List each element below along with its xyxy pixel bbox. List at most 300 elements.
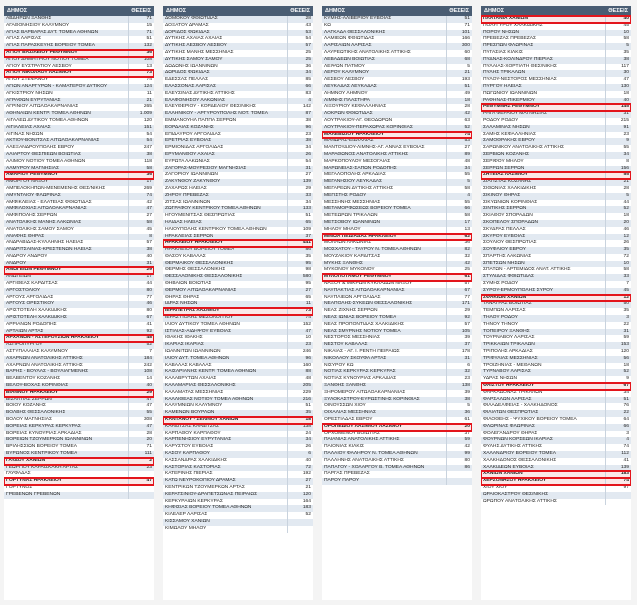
positions-count: 23 bbox=[605, 132, 629, 139]
table-row bbox=[322, 152, 472, 159]
positions-count bbox=[128, 485, 152, 492]
positions-count: 28 bbox=[446, 104, 470, 111]
table-row bbox=[163, 220, 313, 227]
positions-count: 31 bbox=[605, 111, 629, 118]
positions-count: 41 bbox=[605, 458, 629, 465]
table-row bbox=[322, 478, 472, 485]
table-row bbox=[4, 410, 154, 417]
table-row bbox=[4, 57, 154, 64]
table-row bbox=[322, 77, 472, 84]
municipality-name: ΛΑΓΚΑΔΑ ΘΕΣΣΑΛΟΝΙΚΗΣ bbox=[324, 29, 386, 35]
municipality-name: ΘΕΡΜΗΣ ΘΕΣΣΑΛΟΝΙΚΗΣ bbox=[165, 267, 226, 273]
municipality-name: ΣΕΡΙΦΟΥ ΜΗΛΟΥ bbox=[483, 158, 524, 164]
positions-count: 32 bbox=[446, 254, 470, 261]
positions-count: 17 bbox=[446, 220, 470, 227]
municipality-name: ΑΜΦΙΚΛΕΙΑΣ - ΕΛΑΤΕΙΑΣ ΦΘΙΩΤΙΔΑΣ bbox=[6, 199, 92, 205]
table-row bbox=[322, 166, 472, 173]
municipality-name: ΑΝΔΡΟΥ ΑΝΔΡΟΥ bbox=[6, 253, 48, 259]
table-row bbox=[163, 437, 313, 444]
table-row bbox=[322, 417, 472, 424]
table-row bbox=[4, 111, 154, 118]
positions-count: 52 bbox=[605, 206, 629, 213]
table-row bbox=[163, 57, 313, 64]
positions-count: 68 bbox=[446, 57, 470, 64]
positions-count: 44 bbox=[128, 281, 152, 288]
table-row bbox=[163, 356, 313, 363]
positions-count: 76 bbox=[605, 403, 629, 410]
highlighted-table-row bbox=[322, 132, 472, 139]
municipality-name: ΚΑΡΠΑΘΟΥ ΚΑΡΠΑΘΟΥ bbox=[165, 430, 221, 436]
municipality-name: ΝΕΑΣ ΠΡΟΠΟΝΤΙΔΑΣ ΧΑΛΚΙΔΙΚΗΣ bbox=[324, 321, 405, 327]
positions-count: 7 bbox=[605, 281, 629, 288]
municipality-name: ΚΗΦΙΣΙΑΣ ΒΟΡΕΙΟΥ ΤΟΜΕΑ ΑΘΗΝΩΝ bbox=[165, 505, 252, 511]
municipality-name: ΠΩΓΩΝΙΟΥ ΙΩΑΝΝΙΝΩΝ bbox=[483, 90, 538, 96]
municipality-name: ΚΑΙΣΑΡΙΑΝΗΣ ΚΕΝΤΡ. ΤΟΜΕΑ ΑΘΗΝΩΝ bbox=[165, 369, 257, 375]
table-row bbox=[4, 36, 154, 43]
municipality-name: ΤΟΠΕΙΡΟΥ ΞΑΝΘΗΣ bbox=[483, 328, 530, 334]
municipality-name: ΑΜΦΙΠΟΛΗΣ ΣΕΡΡΩΝ bbox=[6, 213, 58, 219]
municipality-name: ΚΑΛΑΜΑΤΑΣ ΜΕΣΣΗΝΙΑΣ bbox=[165, 389, 224, 395]
positions-count: 74 bbox=[128, 193, 152, 200]
positions-count: 71 bbox=[128, 444, 152, 451]
municipality-name: ΜΕΓΙΣΤΗΣ ΡΟΔΟΥ bbox=[324, 192, 367, 198]
positions-count: 7 bbox=[128, 349, 152, 356]
positions-count: 66 bbox=[287, 84, 311, 91]
municipality-name: ΖΑΧΑΡΩΣ ΗΛΕΙΑΣ bbox=[165, 185, 207, 191]
municipality-name: ΠΥΡΓΟΥ ΗΛΕΙΑΣ bbox=[483, 83, 522, 89]
table-row bbox=[481, 145, 631, 152]
municipality-name: ΣΑΜΟΘΡΑΚΗΣ ΕΒΡΟΥ bbox=[483, 138, 535, 144]
municipality-name: ΑΓΙΑΣ ΒΑΡΒΑΡΑΣ ΔΥΤ. ΤΟΜΕΑ ΑΘΗΝΩΝ bbox=[6, 29, 99, 35]
header-positions: ΘΕΣΕΙΣ bbox=[608, 8, 628, 14]
table-row bbox=[481, 397, 631, 404]
table-row bbox=[481, 254, 631, 261]
municipality-name: ΛΑΡΙΣΑΙΩΝ ΛΑΡΙΣΑΣ bbox=[324, 43, 372, 49]
table-row bbox=[481, 451, 631, 458]
municipality-name: ΔΩΡΙΔΟΣ ΦΩΚΙΔΑΣ bbox=[165, 70, 210, 76]
table-row bbox=[481, 206, 631, 213]
municipality-name: ΚΑΤΩ ΝΕΥΡΟΚΟΠΙΟΥ ΔΡΑΜΑΣ bbox=[165, 478, 236, 484]
municipality-name: ΣΤΥΛΙΔΑΣ ΦΘΙΩΤΙΔΑΣ bbox=[483, 274, 535, 280]
table-row bbox=[322, 471, 472, 478]
municipality-name: ΦΙΛΟΘΕΗΣ - ΨΥΧΙΚΟΥ ΒΟΡΕΙΟΥ ΤΟΜΕΑ bbox=[483, 417, 577, 423]
positions-count: 18 bbox=[605, 213, 629, 220]
municipality-name: ΠΥΛΑΙΑΣ-ΧΟΡΤΙΑΤΗ ΘΕΣ/ΝΙΚΗΣ bbox=[483, 63, 557, 69]
positions-count: 105 bbox=[446, 329, 470, 336]
table-row bbox=[163, 363, 313, 370]
table-row bbox=[481, 166, 631, 173]
positions-count: 86 bbox=[446, 465, 470, 472]
municipality-name: ΙΕΡΑΣ ΠΟΛΗΣ ΜΕΣΟΛΟΓΓΙΟΥ bbox=[165, 315, 234, 321]
positions-count: 5 bbox=[605, 43, 629, 50]
positions-count: 5 bbox=[446, 403, 470, 410]
table-row bbox=[4, 247, 154, 254]
municipality-name: ΑΓΙΑΣ ΠΑΡΑΣΚΕΥΗΣ ΒΟΡΕΙΟΥ ΤΟΜΕΑ bbox=[6, 43, 95, 49]
positions-count: 156 bbox=[605, 166, 629, 173]
positions-count: 171 bbox=[446, 301, 470, 308]
municipality-name: ΒΟΡΕΙΑΣ ΚΥΝΟΥΡΙΑΣ ΑΡΚΑΔΙΑΣ bbox=[6, 430, 82, 436]
municipality-name: ΛΑΥΡΕΩΤΙΚΗΣ ΑΝΑΤΟΛΙΚΗΣ ΑΤΤΙΚΗΣ bbox=[324, 49, 411, 55]
positions-count: 41 bbox=[128, 322, 152, 329]
positions-count: 71 bbox=[446, 23, 470, 30]
table-row bbox=[163, 91, 313, 98]
municipality-name: ΧΕΡΣΟΝΗΣΟΥ ΗΡΑΚΛΕΙΟΥ bbox=[483, 478, 547, 484]
table-row bbox=[4, 16, 154, 23]
municipality-name: ΛΕΙΨΩΝ ΠΑΤΜΟΥ bbox=[324, 63, 365, 69]
positions-count: 205 bbox=[287, 383, 311, 390]
municipality-name: ΑΧΑΡΝΩΝ ΑΝΑΤΟΛΙΚΗΣ ΑΤΤΙΚΗΣ bbox=[6, 355, 83, 361]
positions-count: 58 bbox=[128, 220, 152, 227]
table-row bbox=[163, 77, 313, 84]
positions-count: 26 bbox=[605, 240, 629, 247]
municipality-name: ΗΓΟΥΜΕΝΙΤΣΑΣ ΘΕΣΠΡΩΤΙΑΣ bbox=[165, 213, 236, 219]
positions-count bbox=[128, 471, 152, 478]
municipality-name: ΩΡΩΠΟΥ ΑΝΑΤΟΛΙΚΗΣ ΑΤΤΙΚΗΣ bbox=[483, 498, 557, 504]
table-row bbox=[322, 383, 472, 390]
municipality-name: ΑΜΥΝΤΑΙΟΥ ΦΛΩΡΙΝΑΣ bbox=[6, 192, 61, 198]
table-row bbox=[322, 342, 472, 349]
positions-count: 6 bbox=[287, 451, 311, 458]
positions-count: 34 bbox=[287, 145, 311, 152]
positions-count: 54 bbox=[287, 159, 311, 166]
positions-count: 28 bbox=[128, 431, 152, 438]
table-row bbox=[322, 390, 472, 397]
table-row bbox=[163, 213, 313, 220]
table-row bbox=[481, 70, 631, 77]
positions-count: 36 bbox=[446, 410, 470, 417]
table-row bbox=[163, 118, 313, 125]
municipality-name: ΖΩΓΡΑΦΟΥ ΚΕΝΤΡΙΚΟΥ ΤΟΜΕΑ ΑΘΗΝΩΝ bbox=[165, 206, 261, 212]
table-row bbox=[322, 444, 472, 451]
municipality-name: ΘΕΡΜΟΥ ΑΙΤΩΛΟΑΚΑΡΝΑΝΙΑΣ bbox=[165, 287, 237, 293]
positions-count: 51 bbox=[287, 213, 311, 220]
table-row bbox=[322, 410, 472, 417]
table-row bbox=[322, 465, 472, 472]
positions-count: 14 bbox=[128, 376, 152, 383]
highlighted-table-row bbox=[4, 267, 154, 274]
table-row bbox=[481, 335, 631, 342]
municipality-name: ΕΥΡΩΤΑ ΛΑΚΩΝΙΑΣ bbox=[165, 158, 210, 164]
municipality-name: ΙΚΑΡΙΑΣ ΙΚΑΡΙΑΣ bbox=[165, 342, 204, 348]
municipality-name: ΣΠΕΤΣΩΝ ΝΗΣΩΝ bbox=[483, 260, 525, 266]
positions-count: 53 bbox=[287, 30, 311, 37]
municipality-name: ΑΓΙΟΥ ΔΗΜΗΤΡΙΟΥ ΝΟΤΙΟΥ ΤΟΜΕΑ bbox=[6, 56, 89, 62]
table-row bbox=[481, 23, 631, 30]
municipality-name: ΜΕΓΑΡΕΩΝ ΔΥΤΙΚΗΣ ΑΤΤΙΚΗΣ bbox=[324, 185, 394, 191]
table-row bbox=[322, 64, 472, 71]
table-row bbox=[4, 193, 154, 200]
positions-count bbox=[446, 471, 470, 478]
column-header bbox=[322, 6, 472, 16]
table-row bbox=[481, 138, 631, 145]
positions-count: 2 bbox=[128, 458, 152, 465]
municipality-name: ΑΓΙΟΥ ΣΤΕΦΑΝΟΥ bbox=[6, 77, 49, 83]
municipality-name: ΗΡΑΚΛΕΙΟΥ ΒΟΡΕΙΟΥ ΤΟΜΕΑ bbox=[165, 247, 235, 253]
table-row bbox=[4, 261, 154, 268]
municipality-name: ΜΗΛΟΥ ΜΗΛΟΥ bbox=[324, 226, 361, 232]
positions-count: 55 bbox=[446, 172, 470, 179]
table-row bbox=[4, 227, 154, 234]
table-row bbox=[4, 471, 154, 478]
table-row bbox=[4, 376, 154, 383]
table-row bbox=[481, 247, 631, 254]
table-row bbox=[322, 295, 472, 302]
table-row bbox=[322, 363, 472, 370]
table-row bbox=[4, 200, 154, 207]
positions-count: 34 bbox=[287, 200, 311, 207]
positions-count: 53 bbox=[446, 138, 470, 145]
municipality-name: ΚΑΒΑΛΑΣ ΚΑΒΑΛΑΣ bbox=[165, 362, 212, 368]
positions-count: 97 bbox=[605, 485, 629, 492]
municipality-name: ΑΛΕΞΑΝΔΡΟΥΠΟΛΗΣ ΕΒΡΟΥ bbox=[6, 145, 75, 151]
municipality-name: ΞΗΡΟΜΕΡΟΥ ΑΙΤΩΛΟΑΚΑΡΝΑΝΙΑΣ bbox=[324, 389, 406, 395]
positions-count: 55 bbox=[446, 200, 470, 207]
municipality-name: ΜΥΚΗΣ ΞΑΝΘΗΣ bbox=[324, 260, 363, 266]
positions-count: 38 bbox=[605, 57, 629, 64]
positions-count: 40 bbox=[605, 98, 629, 105]
header-municipality: ΔΗΜΟΣ bbox=[166, 8, 187, 14]
municipality-name: ΝΙΚΟΛΑΟΥ ΣΚΟΥΦΑ ΑΡΤΑΣ bbox=[324, 355, 387, 361]
positions-count: 57 bbox=[128, 240, 152, 247]
table-row bbox=[481, 492, 631, 499]
positions-count: 80 bbox=[128, 288, 152, 295]
municipality-name: ΝΕΑΣ ΖΙΧΝΗΣ ΣΕΡΡΩΝ bbox=[324, 308, 378, 314]
municipality-name: ΕΔΕΣΣΑΣ ΠΕΛΛΑΣ bbox=[165, 77, 209, 83]
municipality-name: ΜΟΥΖΑΚΙΟΥ ΚΑΡΔΙΤΣΑΣ bbox=[324, 253, 381, 259]
municipality-name: ΒΟΪΟΥ ΚΟΖΑΝΗΣ bbox=[6, 403, 46, 409]
positions-count: 130 bbox=[605, 84, 629, 91]
municipality-name: ΑΝΑΤΟΛΙΚΗΣ ΜΑΝΗΣ ΛΑΚΩΝΙΑΣ bbox=[6, 219, 82, 225]
table-row bbox=[322, 349, 472, 356]
table-row bbox=[322, 159, 472, 166]
municipality-name: ΛΙΞΟΥΡΙΟΥ ΚΕΦΑΛΛΗΝΙΑΣ bbox=[324, 104, 387, 110]
municipality-name: ΛΕΥΚΑΔΑΣ ΛΕΥΚΑΔΑΣ bbox=[324, 83, 377, 89]
table-row bbox=[4, 166, 154, 173]
column-header bbox=[163, 6, 313, 16]
highlighted-table-row bbox=[481, 104, 631, 111]
municipality-name: ΑΡΓΟΥΣ ΑΡΓΟΛΙΔΑΣ bbox=[6, 294, 54, 300]
municipality-name: ΚΑΡΔΙΤΣΑΣ ΚΑΡΔΙΤΣΑΣ bbox=[165, 423, 220, 429]
positions-count bbox=[446, 478, 470, 485]
table-row bbox=[163, 267, 313, 274]
positions-count: 34 bbox=[605, 152, 629, 159]
municipality-name: ΔΥΤΙΚΗΣ ΑΧΑΪΑΣ ΑΧΑΪΑΣ bbox=[165, 36, 223, 42]
positions-count: 98 bbox=[287, 267, 311, 274]
municipality-name: ΝΑΥΠΛΙΕΩΝ ΑΡΓΟΛΙΔΑΣ bbox=[324, 294, 381, 300]
table-row bbox=[481, 50, 631, 57]
municipality-name: ΜΕΓΑΛΟΠΟΛΗΣ ΑΡΚΑΔΙΑΣ bbox=[324, 172, 386, 178]
municipality-name: ΓΟΡΤΥΝΑΣ ΗΡΑΚΛΕΙΟΥ bbox=[6, 478, 62, 484]
positions-count: 27 bbox=[128, 213, 152, 220]
municipality-name: ΝΕΑΠΟΛΗΣ-ΣΥΚΕΩΝ ΘΕΣΣΑΛΟΝΙΚΗΣ bbox=[324, 301, 413, 307]
positions-count: 51 bbox=[605, 397, 629, 404]
table-row bbox=[481, 91, 631, 98]
municipality-name: ΡΑΦΗΝΑΣ-ΠΙΚΕΡΜΙΟΥ bbox=[483, 97, 535, 103]
municipality-name: ΕΛΕΥΘΕΡΙΟΥ - ΚΟΡΔΕΛΙΟΥ ΘΕΣ/ΝΙΚΗΣ bbox=[165, 104, 256, 110]
positions-count: 34 bbox=[605, 390, 629, 397]
positions-count: 29 bbox=[287, 186, 311, 193]
municipality-name: ΙΔΡΑΣ ΝΗΣΩΝ bbox=[165, 301, 198, 307]
positions-count: 47 bbox=[128, 424, 152, 431]
municipality-name: ΒΥΡΩΝΟΣ ΚΕΝΤΡΙΚΟΥ ΤΟΜΕΑ bbox=[6, 451, 78, 456]
table-row bbox=[322, 431, 472, 438]
positions-count: 74 bbox=[287, 315, 311, 322]
table-row bbox=[4, 363, 154, 370]
positions-count: 40 bbox=[287, 458, 311, 465]
positions-count: 5 bbox=[446, 64, 470, 71]
positions-count: 55 bbox=[605, 145, 629, 152]
positions-count: 77 bbox=[128, 295, 152, 302]
table-row bbox=[163, 206, 313, 213]
positions-count: 51 bbox=[446, 16, 470, 23]
municipality-name: ΚΑΡΥΣΤΟΥ ΕΥΒΟΙΑΣ bbox=[165, 444, 214, 450]
table-row bbox=[163, 390, 313, 397]
positions-count: 37 bbox=[287, 234, 311, 241]
municipality-name: ΣΥΡΟΥ-ΕΡΜΟΥΠΟΛΗΣ ΣΥΡΟΥ bbox=[483, 287, 554, 293]
municipality-name: ΑΓΙΟΥ ΕΥΣΤΡΑΤΙΟΥ ΛΕΣΒΟΥ bbox=[6, 63, 72, 69]
positions-count: 192 bbox=[287, 471, 311, 478]
positions-count: 138 bbox=[446, 383, 470, 390]
municipality-name: ΞΥΛΟΚΑΣΤΡΟΥ-ΕΥΡΩΣΤΙΝΗΣ ΚΟΡΙΝΘΙΑΣ bbox=[324, 396, 420, 402]
positions-count: 88 bbox=[287, 369, 311, 376]
municipality-name: ΛΙΜΝΗΣ ΠΛΑΣΤΗΡΑ bbox=[324, 97, 370, 103]
municipality-name: ΚΑΣΤΟΡΙΑΣ ΚΑΣΤΟΡΙΑΣ bbox=[165, 464, 221, 470]
table-row bbox=[481, 458, 631, 465]
positions-count: 51 bbox=[128, 36, 152, 43]
positions-count: 164 bbox=[287, 499, 311, 506]
municipality-name: ΣΟΥΛΙΟΥ ΘΕΣΠΡΩΤΙΑΣ bbox=[483, 240, 537, 246]
positions-count: 48 bbox=[287, 376, 311, 383]
positions-count: 18 bbox=[605, 91, 629, 98]
table-row bbox=[163, 166, 313, 173]
municipality-name: ΠΟΛΥΓΥΡΟΥ ΧΑΛΚΙΔΙΚΗΣ bbox=[483, 22, 543, 28]
table-row bbox=[322, 213, 472, 220]
highlighted-table-row bbox=[4, 50, 154, 57]
positions-count: 35 bbox=[605, 50, 629, 57]
header-municipality: ΔΗΜΟΣ bbox=[325, 8, 346, 14]
table-row bbox=[322, 91, 472, 98]
positions-count: 72 bbox=[605, 254, 629, 261]
municipality-name: ΔΥΤΙΚΗΣ ΜΑΝΗΣ ΜΕΣΣΗΝΙΑΣ bbox=[165, 49, 234, 55]
municipality-name: ΜΙΝΩΑ ΠΕΔΙΑΔΑΣ ΗΡΑΚΛΕΙΟΥ bbox=[324, 233, 397, 239]
municipality-name: ΔΟΡΙΔΟΣ ΦΩΚΙΔΑΣ bbox=[165, 29, 210, 35]
municipality-name: ΝΑΞΟΥ & ΜΙΚΡΩΝ ΚΥΚΛΑΔΩΝ ΝΑΞΟΥ bbox=[324, 281, 413, 287]
table-row bbox=[481, 431, 631, 438]
positions-count: 61 bbox=[446, 417, 470, 424]
table-row bbox=[163, 84, 313, 91]
municipality-name: ΣΙΚΙΝΟΥ ΘΗΡΑΣ bbox=[483, 192, 521, 198]
table-row bbox=[163, 315, 313, 322]
highlighted-table-row bbox=[481, 383, 631, 390]
table-row bbox=[322, 84, 472, 91]
table-row bbox=[322, 200, 472, 207]
municipality-name: ΦΑΙΣΤΟΥ ΗΡΑΚΛΕΙΟΥ bbox=[483, 383, 535, 389]
table-row bbox=[481, 363, 631, 370]
table-row bbox=[322, 50, 472, 57]
municipality-name: ΣΙΝΤΙΚΗΣ ΣΕΡΡΩΝ bbox=[483, 206, 527, 212]
municipality-name: ΒΟΡΕΙΩΝ ΤΖΟΥΜΕΡΚΩΝ ΙΩΑΝΝΙΝΩΝ bbox=[6, 437, 93, 443]
municipality-name: ΚΥΜΗΣ-ΑΛΙΒΕΡΙΟΥ ΕΥΒΟΙΑΣ bbox=[324, 16, 392, 21]
municipality-name: ΙΣΤΙΑΙΑΣ-ΑΙΔΗΨΟΥ ΕΥΒΟΙΑΣ bbox=[165, 328, 232, 334]
table-row bbox=[481, 288, 631, 295]
table-row bbox=[4, 213, 154, 220]
positions-count: 22 bbox=[605, 322, 629, 329]
municipality-name: ΚΩ bbox=[324, 22, 331, 28]
table-row bbox=[481, 77, 631, 84]
municipality-name: ΧΙΟΥ ΧΙΟΥ bbox=[483, 484, 508, 490]
municipality-name: ΚΑΤΕΡΙΝΗΣ ΠΙΕΡΙΑΣ bbox=[165, 471, 213, 477]
table-row bbox=[322, 125, 472, 132]
table-row bbox=[322, 458, 472, 465]
municipality-name: ΚΑΛΑΜΑΡΙΑΣ ΘΕΣΣΑΛΟΝΙΚΗΣ bbox=[165, 383, 236, 389]
positions-count: 132 bbox=[128, 43, 152, 50]
table-row bbox=[481, 274, 631, 281]
municipality-name: ΔΥΤΙΚΗΣ ΛΕΣΒΟΥ ΛΕΣΒΟΥ bbox=[165, 43, 227, 49]
table-row bbox=[4, 288, 154, 295]
municipality-name: ΑΝΔΡΑΒΙΔΑΣ-ΚΥΛΛΗΝΗΣ ΗΛΕΙΑΣ bbox=[6, 240, 84, 246]
municipality-name: ΣΚΟΠΕΛΟΥ ΣΠΟΡΑΔΩΝ bbox=[483, 219, 539, 225]
municipality-name: ΘΗΡΑΣ ΘΗΡΑΣ bbox=[165, 294, 200, 300]
highlighted-table-row bbox=[163, 240, 313, 247]
positions-count: 23 bbox=[287, 132, 311, 139]
positions-count: 8 bbox=[128, 234, 152, 241]
highlighted-table-row bbox=[481, 16, 631, 23]
table-row bbox=[481, 179, 631, 186]
table-row bbox=[322, 254, 472, 261]
positions-count: 74 bbox=[128, 77, 152, 84]
table-rows bbox=[163, 16, 313, 533]
municipality-name: ΒΕΛΟΥ-ΒΟΧΑΣ ΚΟΡΙΝΘΙΑΣ bbox=[6, 383, 69, 389]
municipality-name: ΚΙΣΣΑΜΟΥ ΧΑΝΙΩΝ bbox=[165, 518, 210, 524]
municipality-name: ΑΡΓΟΣΤΟΛΙΟΥ bbox=[6, 287, 41, 293]
highlighted-table-row bbox=[481, 172, 631, 179]
positions-count: 160 bbox=[287, 363, 311, 370]
table-row bbox=[481, 403, 631, 410]
positions-count: 48 bbox=[446, 159, 470, 166]
positions-count: 21 bbox=[605, 179, 629, 186]
positions-count: 28 bbox=[605, 186, 629, 193]
municipality-name: ΕΠΙΔΑΥΡΟΥ ΑΡΓΟΛΙΔΑΣ bbox=[165, 131, 221, 137]
positions-count: 48 bbox=[128, 335, 152, 342]
municipality-name: ΑΓΙΟΥ ΒΑΣΙΛΕΙΟΥ ΡΕΘΥΜΝΟΥ bbox=[6, 49, 78, 55]
positions-count: 8 bbox=[605, 159, 629, 166]
positions-count: 4 bbox=[605, 437, 629, 444]
positions-count: 117 bbox=[605, 64, 629, 71]
table-row bbox=[4, 254, 154, 261]
table-row bbox=[163, 132, 313, 139]
municipality-name: ΦΙΛΙΑΤΩΝ ΘΕΣΠΡΩΤΙΑΣ bbox=[483, 410, 539, 416]
positions-count: 151 bbox=[128, 125, 152, 132]
table-row bbox=[163, 193, 313, 200]
table-row bbox=[163, 526, 313, 533]
table-row bbox=[4, 104, 154, 111]
table-row bbox=[163, 254, 313, 261]
municipality-name: ΗΡΑΚΛΕΙΟΥ ΗΡΑΚΛΕΙΟΥ bbox=[165, 240, 223, 246]
municipality-name: ΜΕΓΑΝΗΣΙΟΥ ΛΕΥΚΑΔΑΣ bbox=[324, 179, 383, 185]
table-row bbox=[481, 369, 631, 376]
table-row bbox=[4, 206, 154, 213]
table-row bbox=[163, 98, 313, 105]
municipality-name: ΕΜΜΑΝΟΥΗΛ ΠΑΠΠΑ ΣΕΡΡΩΝ bbox=[165, 117, 237, 123]
municipality-name: ΣΑΜΗΣ ΚΕΦΑΛΛΗΝΙΑΣ bbox=[483, 131, 537, 137]
municipality-name: ΠΑΙΟΝΙΑΣ ΚΙΛΚΙΣ bbox=[324, 444, 365, 450]
positions-count: 58 bbox=[605, 36, 629, 43]
positions-count: 40 bbox=[605, 16, 629, 23]
table-row bbox=[481, 125, 631, 132]
municipality-name: ΒΑΡΗΣ - ΒΟΥΛΑΣ - ΒΟΥΛΙΑΓΜΕΝΗΣ bbox=[6, 369, 89, 375]
positions-count: 72 bbox=[287, 465, 311, 472]
municipality-name: ΒΟΛΟΥ ΜΑΓΝΗΣΙΑΣ bbox=[6, 417, 53, 423]
